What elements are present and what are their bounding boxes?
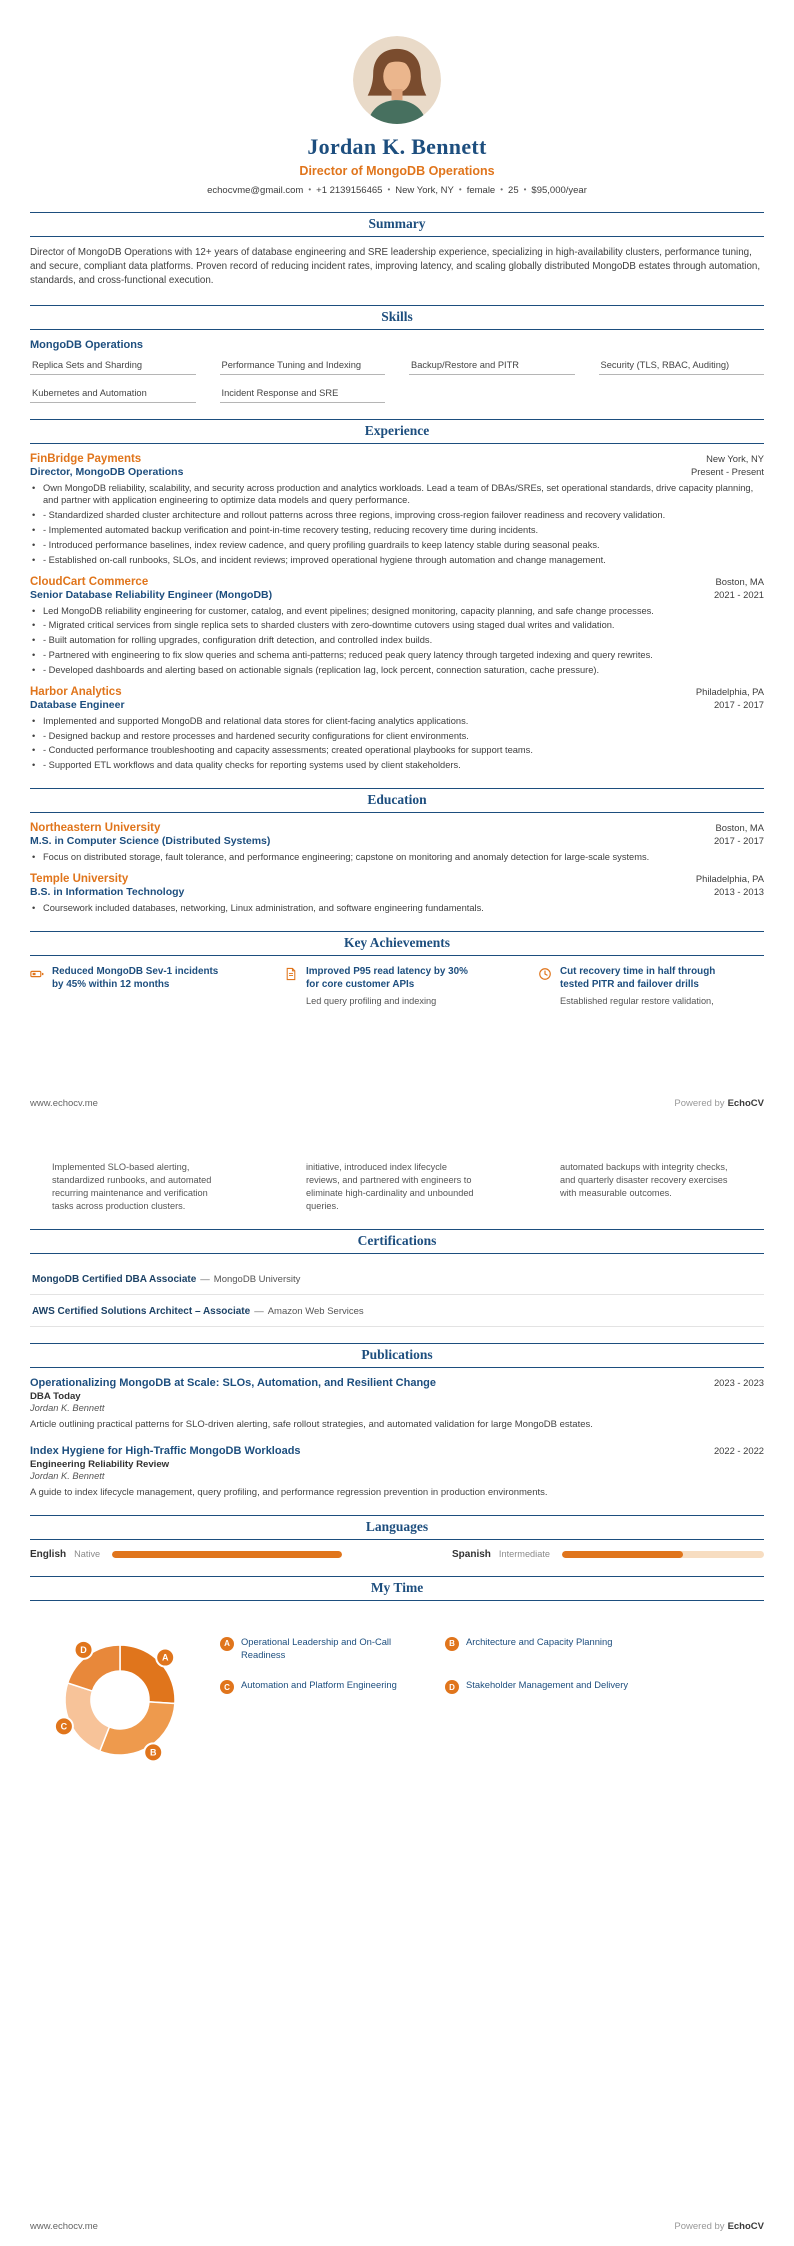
company-name: CloudCart Commerce	[30, 575, 149, 588]
language-entry	[30, 1549, 342, 1560]
skill-chip: Security (TLS, RBAC, Auditing)	[599, 360, 765, 375]
dash-separator: —	[254, 1306, 264, 1318]
education-bullet-list	[30, 851, 764, 864]
candidate-title: Director of MongoDB Operations	[299, 164, 495, 178]
page-2	[0, 1123, 794, 2246]
achievement-continued	[30, 1161, 256, 1213]
footer-site-link[interactable]: www.echocv.me	[30, 1098, 98, 1109]
education-bullet: • Coursework included databases, networking, Linux administration, and software engineering fundamentals.	[43, 902, 764, 915]
job-bullet-list	[30, 715, 764, 772]
job-bullet: • - Implemented automated backup verification and point-in-time recovery testing, reducing recovery time during incidents.	[43, 524, 764, 537]
job-dates: 2021 - 2021	[713, 588, 764, 600]
section-heading-skills: Skills	[30, 305, 764, 330]
dash-separator: —	[200, 1274, 210, 1286]
job-bullet: • - Established on-call runbooks, SLOs, and incident reviews; improved operational hygiene through automation and change management.	[43, 554, 764, 567]
education-degree-row	[30, 834, 764, 847]
achievement-continued	[538, 1161, 764, 1213]
achievement-item	[30, 965, 256, 1008]
dot-separator: •	[387, 185, 391, 194]
publication-entry	[30, 1445, 764, 1499]
contact-salary: $95,000/year	[531, 185, 587, 196]
experience-entry	[30, 576, 764, 677]
education-degree-row	[30, 885, 764, 898]
footer-site-link[interactable]: www.echocv.me	[30, 2221, 98, 2232]
contact-phone: +1 2139156465	[316, 185, 383, 196]
experience-entry	[30, 453, 764, 567]
job-bullet: • - Developed dashboards and alerting based on actionable signals (replication lag, lock percent, connection saturation, cache pressure).	[43, 664, 764, 677]
section-heading-my-time: My Time	[30, 1576, 764, 1601]
publication-dates: 2022 - 2022	[713, 1444, 764, 1456]
contact-location: New York, NY	[395, 185, 454, 196]
company-name: Harbor Analytics	[30, 685, 122, 698]
achievements-continued-grid	[30, 1161, 764, 1213]
job-dates: 2017 - 2017	[713, 698, 764, 710]
achievement-desc: Established regular restore validation,	[560, 996, 714, 1006]
job-bullet: • Led MongoDB reliability engineering for customer, catalog, and event pipelines; designed monitoring, capacity planning, and safe change processes.	[43, 605, 764, 618]
degree-name: M.S. in Computer Science (Distributed Systems)	[30, 835, 271, 848]
job-bullet: • - Designed backup and restore processes and hardened security configurations for client environments.	[43, 730, 764, 743]
experience-entry-header	[30, 453, 764, 465]
achievement-continued-text: automated backups with integrity checks, and quarterly disaster recovery exercises with measurable outcomes.	[560, 1162, 728, 1199]
achievement-continued-text: initiative, introduced index lifecycle reviews, and partnered with engineers to eliminate high-cardinality and unbounded queries.	[306, 1162, 474, 1212]
language-entry	[452, 1549, 764, 1560]
achievement-desc: Led query profiling and indexing	[306, 996, 437, 1006]
footer-powered-prefix: Powered by	[674, 2221, 725, 2232]
contact-line	[30, 185, 764, 196]
legend-badge-a: A	[220, 1637, 234, 1651]
svg-text:D: D	[80, 1644, 87, 1655]
clock-icon	[538, 967, 552, 981]
publication-entry	[30, 1377, 764, 1431]
skill-chip: Kubernetes and Automation	[30, 388, 196, 403]
experience-entry	[30, 686, 764, 772]
job-role: Senior Database Reliability Engineer (MongoDB)	[30, 588, 273, 601]
publication-author: Jordan K. Bennett	[30, 1470, 105, 1481]
skill-chip: Performance Tuning and Indexing	[220, 360, 386, 375]
dot-separator: •	[523, 185, 527, 194]
job-role: Director, MongoDB Operations	[30, 465, 184, 478]
contact-gender: female	[466, 185, 496, 196]
section-heading-languages: Languages	[30, 1515, 764, 1540]
footer-brand: EchoCV	[727, 2221, 764, 2232]
dot-separator: •	[308, 185, 312, 194]
language-proficiency-bar	[562, 1551, 764, 1558]
skill-chip: Replica Sets and Sharding	[30, 360, 196, 375]
skill-chip: Backup/Restore and PITR	[409, 360, 575, 375]
certification-name: AWS Certified Solutions Architect – Associate	[32, 1306, 251, 1318]
skill-chip: Incident Response and SRE	[220, 388, 386, 403]
skill-chip-list	[30, 360, 764, 403]
education-dates: 2017 - 2017	[713, 835, 764, 847]
publication-publisher: DBA Today	[30, 1391, 81, 1403]
section-heading-summary: Summary	[30, 212, 764, 237]
achievement-continued-text: Implemented SLO-based alerting, standardized runbooks, and automated recurring maintenance and verification tasks across production clusters.	[52, 1162, 212, 1212]
experience-entry-header	[30, 576, 764, 588]
profile-photo	[353, 36, 441, 124]
publication-title: Index Hygiene for High-Traffic MongoDB Workloads	[30, 1444, 301, 1457]
education-dates: 2013 - 2013	[713, 885, 764, 897]
experience-role-row	[30, 465, 764, 478]
company-location: Boston, MA	[715, 575, 764, 587]
skill-group-title: MongoDB Operations	[30, 338, 144, 351]
language-level: Native	[74, 1549, 101, 1560]
achievement-title: Reduced MongoDB Sev-1 incidents by 45% within 12 months	[52, 965, 219, 991]
achievements-grid	[30, 965, 764, 1008]
legend-label: Stakeholder Management and Delivery	[466, 1679, 629, 1691]
document-icon	[284, 967, 298, 981]
publication-author: Jordan K. Bennett	[30, 1403, 105, 1414]
education-entry-header	[30, 873, 764, 885]
svg-text:C: C	[60, 1721, 68, 1732]
company-location: Philadelphia, PA	[695, 685, 764, 697]
legend-badge-b: B	[445, 1637, 459, 1651]
summary-text: Director of MongoDB Operations with 12+ years of database engineering and SRE leadership experience, specializing in high-availability clusters, performance tuning, and secure, compliant data platforms. Proven record of reducing incident rates, improving latency, and scaling globally distributed MongoDB estates through automation, standards, and cross-functional execution.	[30, 247, 761, 287]
legend-label: Operational Leadership and On-Call Readiness	[241, 1635, 392, 1660]
legend-label: Automation and Platform Engineering	[241, 1679, 397, 1691]
school-location: Philadelphia, PA	[695, 872, 764, 884]
job-bullet: • Implemented and supported MongoDB and relational data stores for client-facing analytics applications.	[43, 715, 764, 728]
page-footer	[30, 2221, 764, 2232]
language-name: Spanish	[452, 1548, 491, 1560]
education-entry	[30, 873, 764, 915]
experience-role-row	[30, 588, 764, 601]
job-dates: Present - Present	[691, 465, 764, 477]
candidate-name: Jordan K. Bennett	[307, 134, 487, 159]
footer-brand: EchoCV	[727, 1098, 764, 1109]
language-level: Intermediate	[498, 1549, 550, 1560]
experience-role-row	[30, 698, 764, 711]
certification-entry	[30, 1263, 764, 1295]
resume-header	[30, 36, 764, 196]
legend-label: Architecture and Capacity Planning	[466, 1635, 613, 1647]
time-legend	[220, 1610, 640, 1694]
experience-entry-header	[30, 686, 764, 698]
company-name: FinBridge Payments	[30, 452, 142, 465]
achievement-title: Cut recovery time in half through tested PITR and failover drills	[560, 965, 716, 991]
my-time-section	[30, 1610, 764, 1790]
job-bullet: • - Supported ETL workflows and data quality checks for reporting systems used by client stakeholders.	[43, 759, 764, 772]
achievement-item	[284, 965, 510, 1008]
job-bullet-list	[30, 482, 764, 567]
school-name: Temple University	[30, 872, 129, 885]
job-bullet: • - Standardized sharded cluster architecture and rollout patterns across three regions, improving cross-region failover readiness and recovery validation.	[43, 509, 764, 522]
language-proficiency-bar	[112, 1551, 342, 1558]
page-footer	[30, 1098, 764, 1109]
school-location: Boston, MA	[715, 822, 764, 834]
svg-text:B: B	[149, 1747, 157, 1758]
certification-entry	[30, 1295, 764, 1327]
publication-publisher: Engineering Reliability Review	[30, 1458, 170, 1470]
section-heading-achievements: Key Achievements	[30, 931, 764, 956]
achievement-item	[538, 965, 764, 1008]
degree-name: B.S. in Information Technology	[30, 885, 185, 898]
job-bullet: • - Built automation for rolling upgrades, configuration drift detection, and controlled index builds.	[43, 634, 764, 647]
school-name: Northeastern University	[30, 822, 161, 835]
legend-badge-d: D	[445, 1680, 459, 1694]
section-heading-experience: Experience	[30, 419, 764, 444]
section-heading-certifications: Certifications	[30, 1229, 764, 1254]
job-bullet: • Own MongoDB reliability, scalability, and security across production and analytics workloads. Lead a team of DBAs/SREs, set operational standards, drive capacity planning, and partner with application engineering to optimize data models and query performance.	[43, 482, 764, 508]
legend-item	[220, 1636, 415, 1661]
contact-age: 25	[508, 185, 519, 196]
education-bullet: • Focus on distributed storage, fault tolerance, and performance engineering; capstone on monitoring and anomaly detection for large-scale systems.	[43, 851, 764, 864]
section-heading-publications: Publications	[30, 1343, 764, 1368]
svg-text:A: A	[161, 1652, 169, 1663]
achievement-title: Improved P95 read latency by 30% for core customer APIs	[306, 965, 468, 991]
footer-powered	[674, 2221, 764, 2232]
company-location: New York, NY	[706, 452, 764, 464]
dot-separator: •	[458, 185, 462, 194]
job-bullet: • - Introduced performance baselines, index review cadence, and query profiling guardrails to keep latency stable during seasonal peaks.	[43, 539, 764, 552]
achievement-continued	[284, 1161, 510, 1213]
contact-email: echocvme@gmail.com	[207, 185, 304, 196]
dot-separator: •	[500, 185, 504, 194]
job-bullet-list	[30, 605, 764, 677]
section-heading-education: Education	[30, 788, 764, 813]
job-role: Database Engineer	[30, 698, 125, 711]
language-proficiency-fill	[112, 1551, 342, 1558]
job-bullet: • - Partnered with engineering to fix slow queries and schema anti-patterns; reduced peak query latency through targeted indexing and query rewrites.	[43, 649, 764, 662]
battery-icon	[30, 967, 44, 981]
education-bullet-list	[30, 902, 764, 915]
certification-org: MongoDB University	[213, 1274, 301, 1286]
publication-description: A guide to index lifecycle management, query profiling, and performance regression prevention in production environments.	[30, 1486, 548, 1498]
job-bullet: • - Conducted performance troubleshooting and capacity assessments; created operational playbooks for support teams.	[43, 744, 764, 757]
footer-powered-prefix: Powered by	[674, 1098, 725, 1109]
publication-dates: 2023 - 2023	[713, 1377, 764, 1389]
certification-org: Amazon Web Services	[267, 1306, 364, 1318]
publication-title-row	[30, 1377, 764, 1389]
footer-powered	[674, 1098, 764, 1109]
certification-name: MongoDB Certified DBA Associate	[32, 1274, 197, 1286]
legend-item	[220, 1679, 415, 1694]
avatar-image	[353, 36, 441, 124]
job-bullet: • - Migrated critical services from single replica sets to sharded clusters with zero-downtime cutovers using staged dual writes and validation.	[43, 619, 764, 632]
legend-badge-c: C	[220, 1680, 234, 1694]
language-proficiency-fill	[562, 1551, 683, 1558]
education-entry-header	[30, 822, 764, 834]
education-entry	[30, 822, 764, 864]
publication-title-row	[30, 1445, 764, 1457]
donut-chart-svg	[30, 1610, 210, 1790]
legend-item	[445, 1679, 640, 1694]
languages-row	[30, 1549, 764, 1560]
legend-item	[445, 1636, 640, 1661]
language-name: English	[30, 1548, 67, 1560]
publication-title: Operationalizing MongoDB at Scale: SLOs, Automation, and Resilient Change	[30, 1377, 437, 1390]
publication-description: Article outlining practical patterns for SLO-driven alerting, safe rollout strategies, and automated validation for large MongoDB estates.	[30, 1419, 593, 1431]
time-allocation-donut-chart	[30, 1610, 220, 1790]
